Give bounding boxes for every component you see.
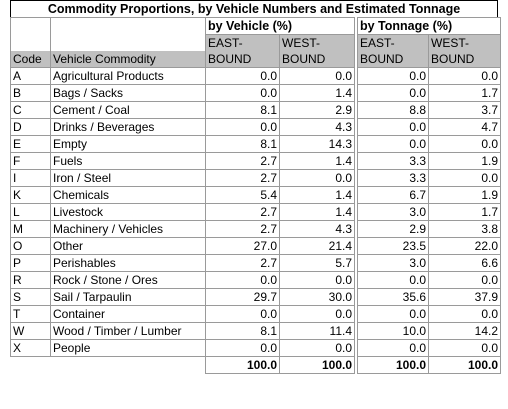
ton-east-cell: 23.5 xyxy=(358,238,429,255)
table-title: Commodity Proportions, by Vehicle Numbers and Estimated Tonnage xyxy=(10,0,498,17)
ton-west-cell: 1.9 xyxy=(429,187,501,204)
code-cell: R xyxy=(11,272,51,289)
commodity-cell: Other xyxy=(51,238,206,255)
ton-west-cell: 0.0 xyxy=(429,272,501,289)
commodity-cell: Container xyxy=(51,306,206,323)
ton-west-cell: 0.0 xyxy=(429,170,501,187)
veh-west-cell: 0.0 xyxy=(280,170,355,187)
table-row xyxy=(11,119,501,136)
veh-west-cell: 14.3 xyxy=(280,136,355,153)
code-cell: K xyxy=(11,187,51,204)
veh-west-cell: 21.4 xyxy=(280,238,355,255)
ton-east-cell: 0.0 xyxy=(358,272,429,289)
ton-east-cell: 2.9 xyxy=(358,221,429,238)
code-cell: O xyxy=(11,238,51,255)
veh-east-cell: 0.0 xyxy=(206,119,280,136)
table-row xyxy=(11,102,501,119)
commodity-cell: Rock / Stone / Ores xyxy=(51,272,206,289)
code-header: Code xyxy=(11,51,51,68)
ton-east-header-2: BOUND xyxy=(358,51,429,68)
ton-west-cell: 0.0 xyxy=(429,68,501,85)
ton-east-cell: 3.3 xyxy=(358,170,429,187)
ton-east-cell: 3.0 xyxy=(358,204,429,221)
veh-east-header-1: EAST- xyxy=(206,35,280,52)
commodity-cell: Livestock xyxy=(51,204,206,221)
veh-east-cell: 2.7 xyxy=(206,204,280,221)
veh-east-cell: 8.1 xyxy=(206,323,280,340)
commodity-cell: Cement / Coal xyxy=(51,102,206,119)
veh-east-cell: 29.7 xyxy=(206,289,280,306)
column-header-row-2 xyxy=(11,51,501,68)
commodity-cell: Bags / Sacks xyxy=(51,85,206,102)
ton-east-cell: 0.0 xyxy=(358,119,429,136)
code-cell: P xyxy=(11,255,51,272)
code-cell: W xyxy=(11,323,51,340)
commodity-cell: Empty xyxy=(51,136,206,153)
table-row xyxy=(11,272,501,289)
veh-west-cell: 4.3 xyxy=(280,119,355,136)
group-header-row xyxy=(11,18,501,35)
ton-east-cell: 0.0 xyxy=(358,340,429,357)
ton-west-cell: 22.0 xyxy=(429,238,501,255)
ton-west-cell: 1.7 xyxy=(429,204,501,221)
veh-west-header-2: BOUND xyxy=(280,51,355,68)
ton-west-cell: 0.0 xyxy=(429,136,501,153)
ton-east-cell: 35.6 xyxy=(358,289,429,306)
empty-total-cell xyxy=(11,357,51,374)
ton-east-cell: 0.0 xyxy=(358,68,429,85)
ton-west-header-1: WEST- xyxy=(429,35,501,52)
table-row xyxy=(11,289,501,306)
code-cell: D xyxy=(11,119,51,136)
ton-east-total: 100.0 xyxy=(358,357,429,374)
ton-west-cell: 3.7 xyxy=(429,102,501,119)
veh-east-header-2: BOUND xyxy=(206,51,280,68)
ton-west-cell: 0.0 xyxy=(429,306,501,323)
ton-west-total: 100.0 xyxy=(429,357,501,374)
veh-west-cell: 1.4 xyxy=(280,204,355,221)
ton-east-cell: 3.0 xyxy=(358,255,429,272)
commodity-cell: Machinery / Vehicles xyxy=(51,221,206,238)
veh-east-total: 100.0 xyxy=(206,357,280,374)
veh-east-cell: 27.0 xyxy=(206,238,280,255)
ton-west-header-2: BOUND xyxy=(429,51,501,68)
column-header-row-1 xyxy=(11,35,501,52)
veh-east-cell: 2.7 xyxy=(206,221,280,238)
vehicle-group-header: by Vehicle (%) xyxy=(206,18,355,35)
ton-west-cell: 0.0 xyxy=(429,340,501,357)
ton-west-cell: 4.7 xyxy=(429,119,501,136)
empty-header-cell xyxy=(51,35,206,52)
ton-east-cell: 0.0 xyxy=(358,306,429,323)
ton-west-cell: 1.7 xyxy=(429,85,501,102)
ton-west-cell: 1.9 xyxy=(429,153,501,170)
table-row xyxy=(11,323,501,340)
ton-west-cell: 14.2 xyxy=(429,323,501,340)
totals-row xyxy=(11,357,501,374)
table-row xyxy=(11,136,501,153)
veh-east-cell: 0.0 xyxy=(206,340,280,357)
table-row xyxy=(11,255,501,272)
table-row xyxy=(11,187,501,204)
table-row xyxy=(11,306,501,323)
code-cell: E xyxy=(11,136,51,153)
veh-west-total: 100.0 xyxy=(280,357,355,374)
commodity-cell: Iron / Steel xyxy=(51,170,206,187)
empty-header-cell xyxy=(11,18,51,35)
veh-west-cell: 1.4 xyxy=(280,153,355,170)
veh-east-cell: 0.0 xyxy=(206,68,280,85)
code-cell: T xyxy=(11,306,51,323)
ton-east-cell: 8.8 xyxy=(358,102,429,119)
commodity-cell: Fuels xyxy=(51,153,206,170)
table-row xyxy=(11,170,501,187)
commodity-cell: People xyxy=(51,340,206,357)
commodity-cell: Sail / Tarpaulin xyxy=(51,289,206,306)
code-cell: M xyxy=(11,221,51,238)
code-cell: A xyxy=(11,68,51,85)
veh-west-cell: 1.4 xyxy=(280,187,355,204)
commodity-cell: Agricultural Products xyxy=(51,68,206,85)
ton-east-cell: 6.7 xyxy=(358,187,429,204)
code-cell: X xyxy=(11,340,51,357)
veh-west-cell: 1.4 xyxy=(280,85,355,102)
tonnage-group-header: by Tonnage (%) xyxy=(358,18,501,35)
veh-west-header-1: WEST- xyxy=(280,35,355,52)
veh-east-cell: 0.0 xyxy=(206,272,280,289)
ton-west-cell: 37.9 xyxy=(429,289,501,306)
veh-east-cell: 5.4 xyxy=(206,187,280,204)
ton-east-cell: 0.0 xyxy=(358,85,429,102)
code-cell: I xyxy=(11,170,51,187)
veh-west-cell: 0.0 xyxy=(280,272,355,289)
veh-east-cell: 2.7 xyxy=(206,153,280,170)
table-row xyxy=(11,221,501,238)
veh-west-cell: 0.0 xyxy=(280,306,355,323)
commodity-cell: Wood / Timber / Lumber xyxy=(51,323,206,340)
veh-west-cell: 30.0 xyxy=(280,289,355,306)
code-cell: L xyxy=(11,204,51,221)
veh-east-cell: 2.7 xyxy=(206,255,280,272)
table-row xyxy=(11,68,501,85)
table-body xyxy=(11,18,501,374)
table-row xyxy=(11,85,501,102)
ton-west-cell: 3.8 xyxy=(429,221,501,238)
code-cell: F xyxy=(11,153,51,170)
code-cell: C xyxy=(11,102,51,119)
veh-east-cell: 8.1 xyxy=(206,102,280,119)
code-cell: B xyxy=(11,85,51,102)
veh-east-cell: 0.0 xyxy=(206,85,280,102)
veh-west-cell: 5.7 xyxy=(280,255,355,272)
code-cell: S xyxy=(11,289,51,306)
ton-west-cell: 6.6 xyxy=(429,255,501,272)
veh-west-cell: 4.3 xyxy=(280,221,355,238)
commodity-table xyxy=(10,17,501,374)
ton-east-header-1: EAST- xyxy=(358,35,429,52)
table-row xyxy=(11,153,501,170)
ton-east-cell: 3.3 xyxy=(358,153,429,170)
commodity-cell: Perishables xyxy=(51,255,206,272)
veh-east-cell: 0.0 xyxy=(206,306,280,323)
commodity-header: Vehicle Commodity xyxy=(51,51,206,68)
ton-east-cell: 0.0 xyxy=(358,136,429,153)
table-row xyxy=(11,204,501,221)
commodity-cell: Chemicals xyxy=(51,187,206,204)
table-row xyxy=(11,340,501,357)
veh-west-cell: 0.0 xyxy=(280,340,355,357)
ton-east-cell: 10.0 xyxy=(358,323,429,340)
veh-west-cell: 2.9 xyxy=(280,102,355,119)
empty-total-cell xyxy=(51,357,206,374)
commodity-cell: Drinks / Beverages xyxy=(51,119,206,136)
veh-west-cell: 11.4 xyxy=(280,323,355,340)
empty-header-cell xyxy=(51,18,206,35)
empty-header-cell xyxy=(11,35,51,52)
veh-west-cell: 0.0 xyxy=(280,68,355,85)
veh-east-cell: 2.7 xyxy=(206,170,280,187)
veh-east-cell: 8.1 xyxy=(206,136,280,153)
table-row xyxy=(11,238,501,255)
